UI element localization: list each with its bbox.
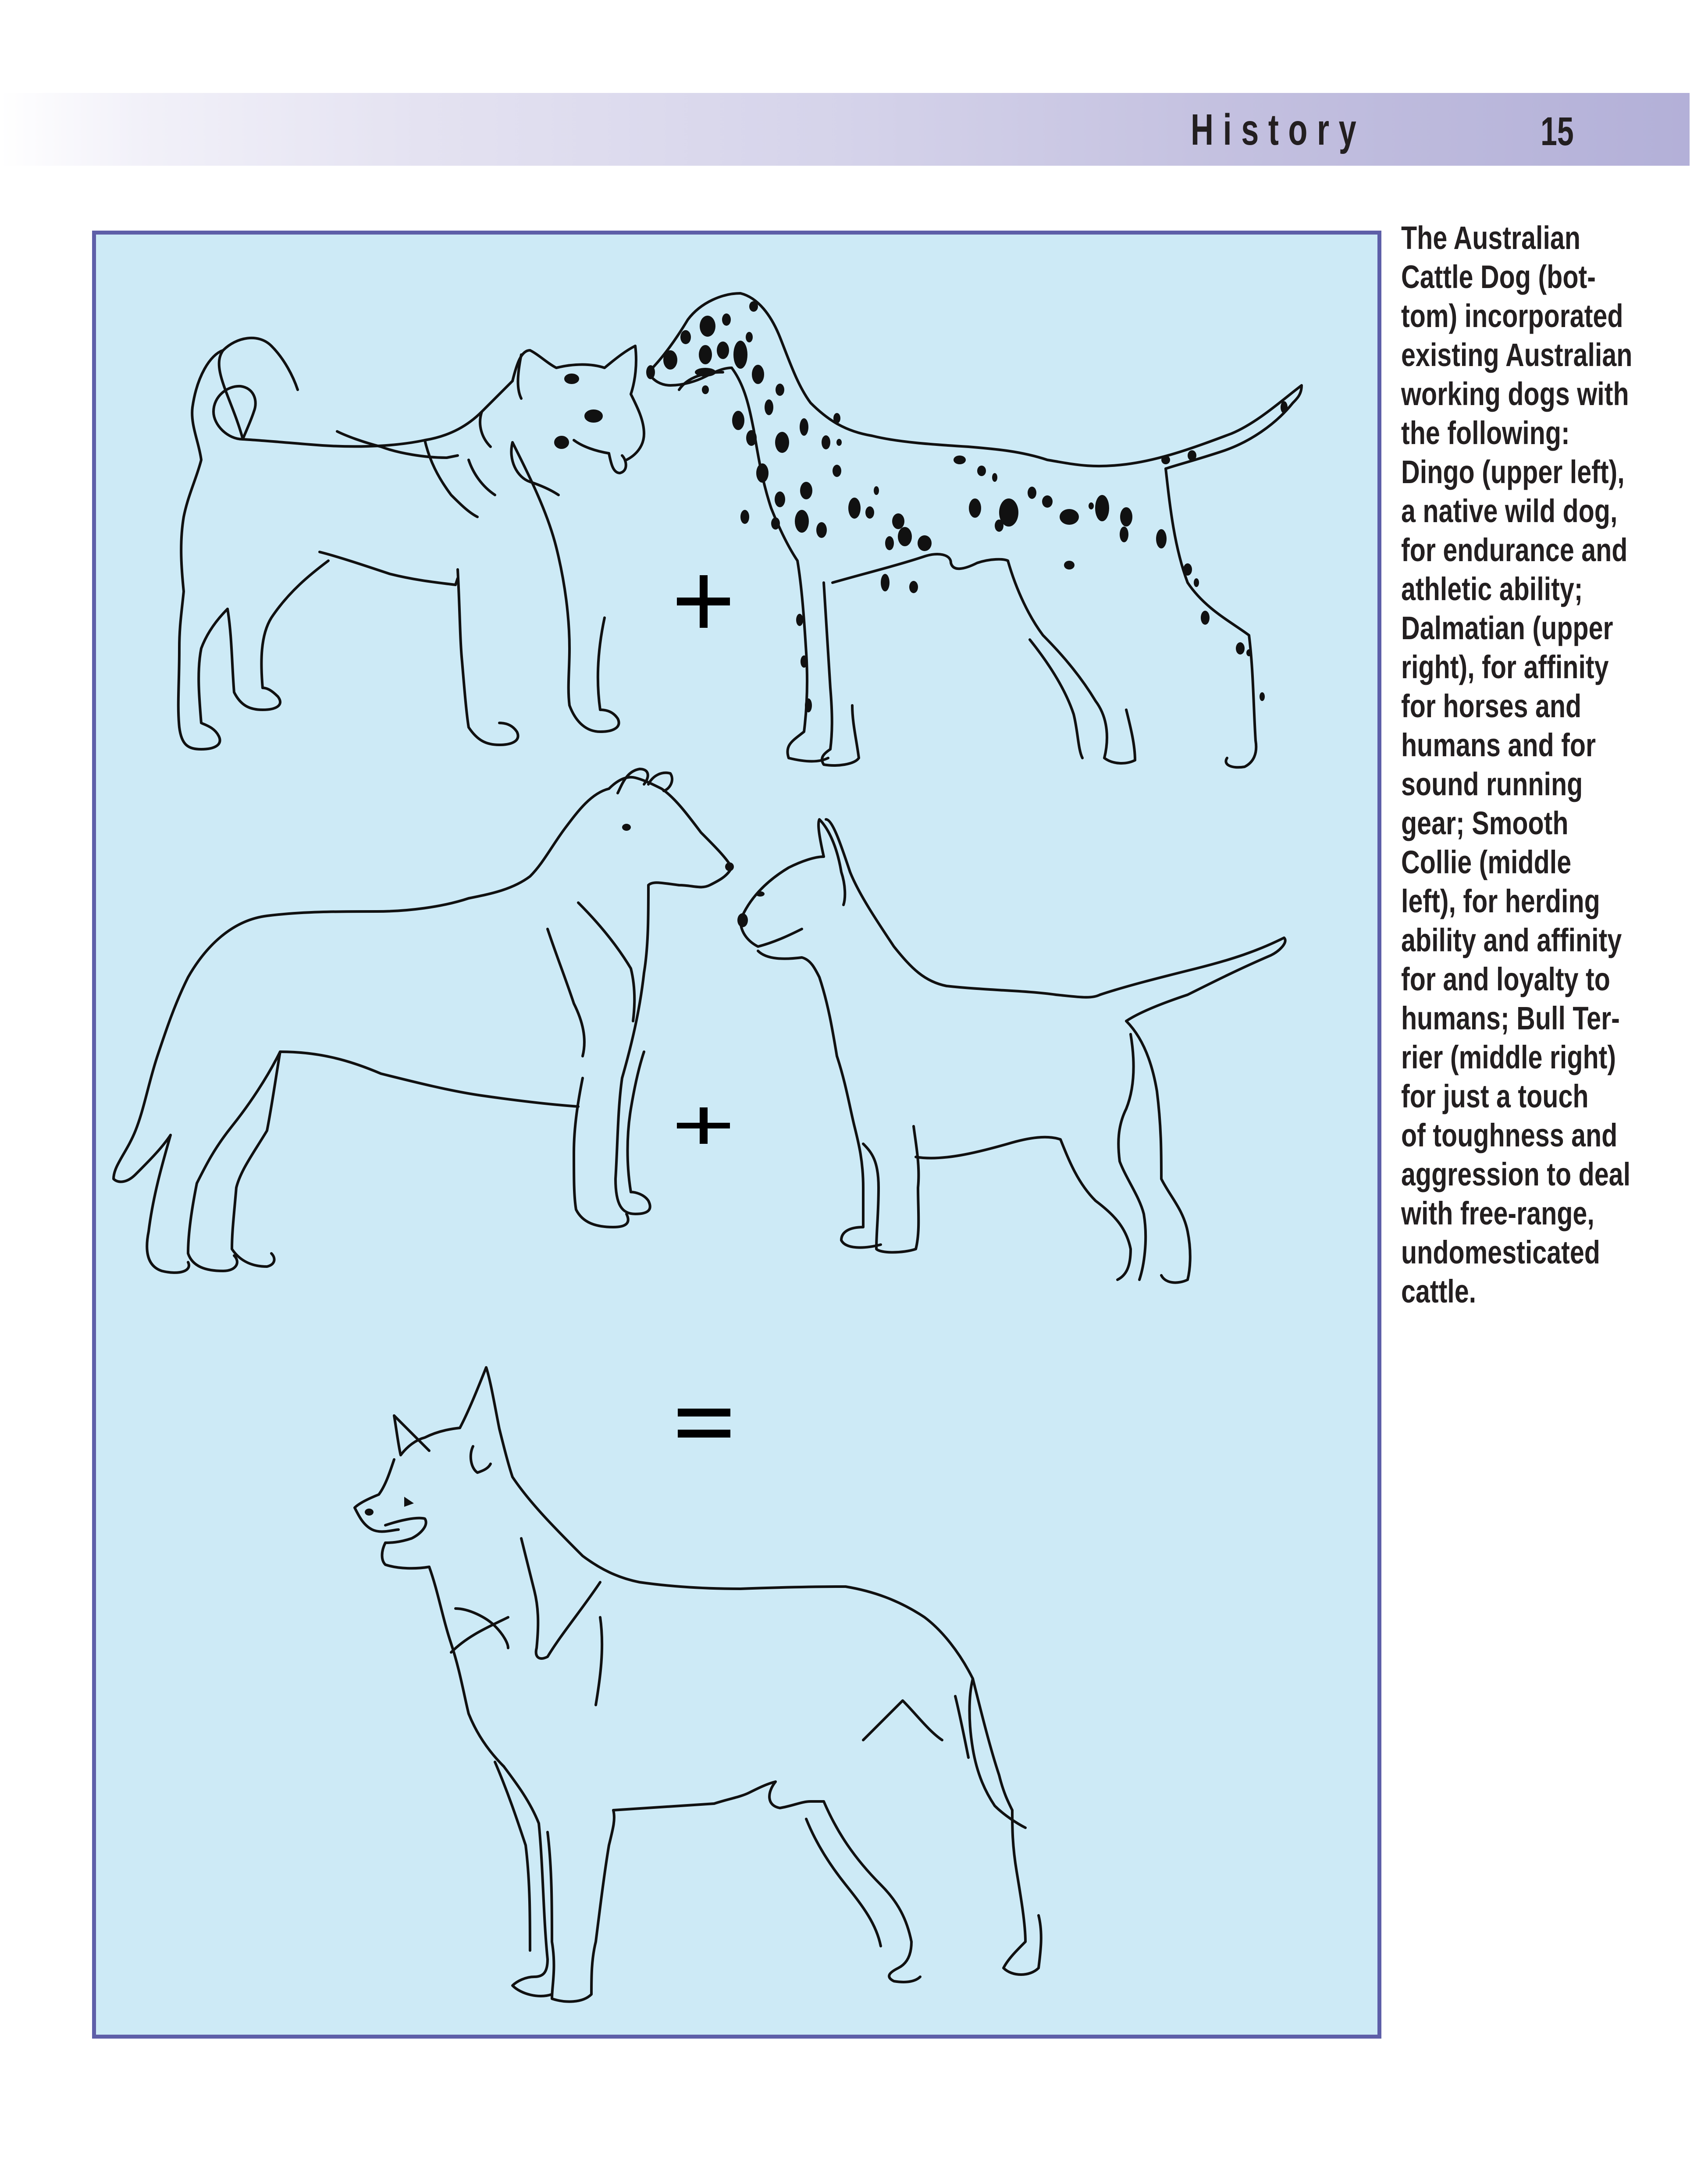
caption-line: Collie (middle (1401, 844, 1572, 880)
caption-line: tom) incorporated (1401, 298, 1623, 334)
caption-line: for endurance and (1401, 532, 1628, 568)
caption-line: with free-range, (1401, 1195, 1594, 1231)
equals-sign (678, 1409, 730, 1438)
caption-line: humans; Bull Ter- (1401, 1000, 1620, 1036)
caption-line: existing Australian (1401, 337, 1633, 373)
caption-line: gear; Smooth (1401, 805, 1569, 841)
plus-sign-1 (677, 575, 730, 628)
caption-line: Cattle Dog (bot- (1401, 259, 1596, 295)
caption-line: undomesticated (1401, 1234, 1600, 1271)
caption-line: right), for affinity (1401, 649, 1609, 685)
caption-line: Dingo (upper left), (1401, 454, 1625, 490)
caption-line: a native wild dog, (1401, 493, 1618, 529)
page-number: 15 (1541, 109, 1574, 154)
running-header-band (0, 93, 1690, 166)
smooth-collie-illustration (114, 769, 734, 1273)
caption-line: athletic ability; (1401, 571, 1583, 607)
caption-line: for just a touch (1401, 1078, 1589, 1114)
figure-caption (1401, 218, 1647, 1311)
caption-line: sound running (1401, 766, 1583, 802)
bull-terrier-illustration (737, 819, 1285, 1283)
dalmatian-spots (646, 301, 1288, 712)
section-title: History (1191, 105, 1366, 154)
caption-line: the following: (1401, 415, 1570, 451)
caption-line: ability and affinity (1401, 922, 1622, 958)
caption-line: working dogs with (1401, 376, 1629, 412)
breed-cross-figure (92, 231, 1381, 2039)
caption-line: The Australian (1401, 220, 1580, 256)
australian-cattle-dog-illustration (355, 1367, 1041, 2002)
plus-sign-2 (677, 1107, 730, 1144)
caption-line: of toughness and (1401, 1117, 1618, 1153)
caption-line: cattle. (1401, 1273, 1477, 1310)
dalmatian-illustration (646, 293, 1302, 767)
caption-line: Dalmatian (upper (1401, 610, 1613, 646)
caption-line: humans and for (1401, 727, 1596, 763)
caption-line: left), for herding (1401, 883, 1600, 919)
dingo-illustration (178, 338, 644, 749)
caption-line: for horses and (1401, 688, 1582, 724)
caption-line: for and loyalty to (1401, 961, 1610, 997)
caption-line: aggression to deal (1401, 1156, 1631, 1192)
caption-line: rier (middle right) (1401, 1039, 1616, 1075)
